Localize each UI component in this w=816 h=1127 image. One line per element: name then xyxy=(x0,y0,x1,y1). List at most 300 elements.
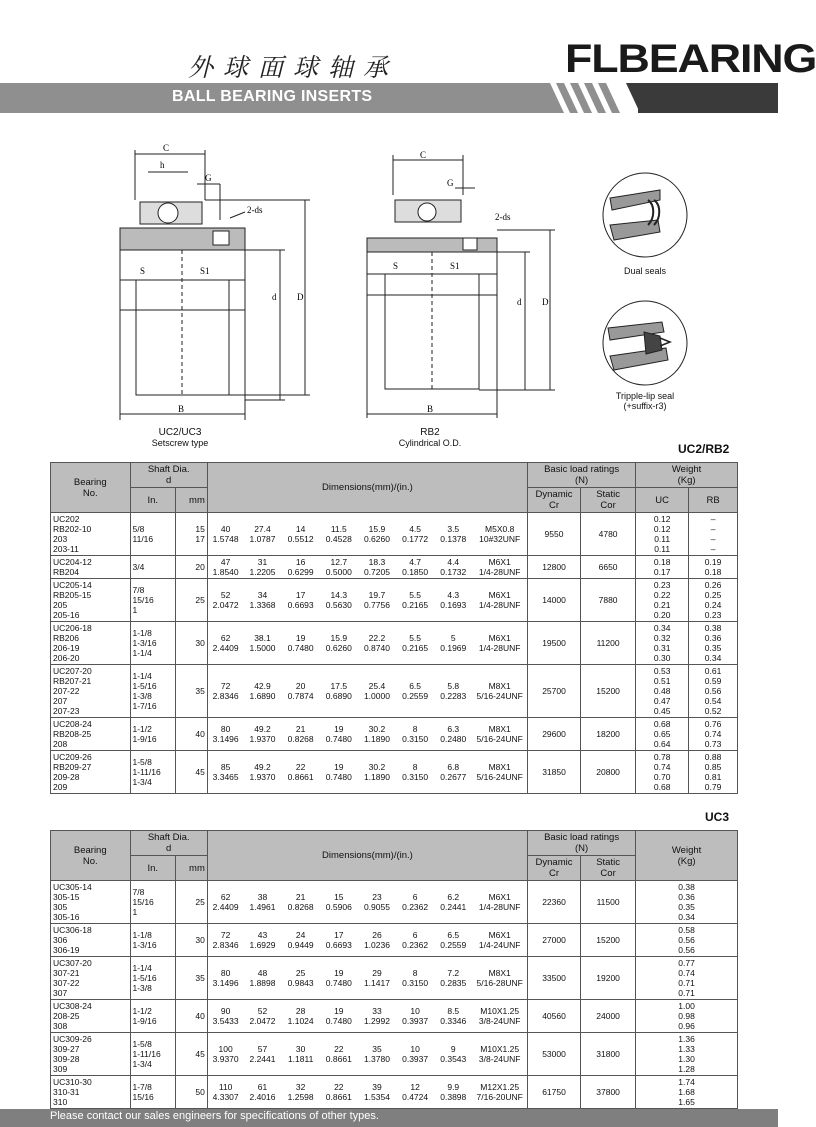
cell-line: 205-16 xyxy=(53,610,80,620)
dimension-mm: 8 xyxy=(412,968,418,978)
dimension-inch: 0.4528 xyxy=(325,534,352,544)
cell-line: 0.34 xyxy=(704,653,722,663)
cell-line: 207-23 xyxy=(53,706,80,716)
dimension-inch: 5/16-28UNF xyxy=(476,978,523,988)
dimension-mm: 30.2 xyxy=(368,762,386,772)
logo-text: FLBEARING xyxy=(565,37,816,81)
cell-line: 5/8 xyxy=(132,524,145,534)
dimension-mm: 62 xyxy=(220,633,231,643)
footer-note: Please contact our sales engineers for specifications of other types. xyxy=(50,1110,379,1122)
dimension-inch: 1.5748 xyxy=(212,534,239,544)
cell-stack xyxy=(178,729,205,739)
dimension-cell xyxy=(320,579,358,622)
dimension-inch: 5/16-24UNF xyxy=(476,734,523,744)
dimension-cell xyxy=(243,957,281,1000)
dimension-cell xyxy=(434,881,472,924)
dimension-inch: 0.2362 xyxy=(402,940,429,950)
dimension-mm: 8 xyxy=(412,724,418,734)
dimension-cell xyxy=(243,1076,281,1109)
dimension-mm: 22.2 xyxy=(368,633,386,643)
dimension-cell xyxy=(282,1000,320,1033)
cell-stack xyxy=(638,1001,735,1031)
dimension-inch: 1/4-28UNF xyxy=(478,600,521,610)
table-row xyxy=(51,1033,738,1076)
dimension-mm: 49.2 xyxy=(254,762,271,772)
cell-stack xyxy=(133,724,174,744)
cell-line: UC305-14 xyxy=(53,882,92,892)
dimension-mm: 39 xyxy=(372,1082,382,1092)
weight-cell xyxy=(636,1000,738,1033)
dimension-mm: 40 xyxy=(220,524,231,534)
dimension-cell xyxy=(472,1076,527,1109)
dimension-pair xyxy=(360,524,394,544)
weight-header: Weight (Kg) xyxy=(636,463,738,488)
dimension-inch: 0.1969 xyxy=(440,643,467,653)
cell-stack xyxy=(638,1077,735,1107)
dimension-cell xyxy=(472,513,527,556)
dimension-mm: 5 xyxy=(450,633,456,643)
dimension-inch: 0.1850 xyxy=(402,567,429,577)
dimension-pair xyxy=(322,590,356,610)
shaft-header: Shaft Dia. d xyxy=(130,463,207,488)
cell-stack xyxy=(638,557,686,577)
dimension-inch: 0.8661 xyxy=(287,772,314,782)
cell-stack xyxy=(178,935,205,945)
dimension-pair xyxy=(436,681,470,701)
dim-label-b: B xyxy=(178,404,185,414)
brand-logo xyxy=(565,38,816,80)
cell-line: 209-28 xyxy=(53,772,80,782)
dimension-cell xyxy=(434,622,472,665)
dimension-pair xyxy=(436,892,470,912)
dimension-cell xyxy=(207,1033,243,1076)
static-cor-cell: 11500 xyxy=(581,881,636,924)
dimension-mm: 29 xyxy=(372,968,382,978)
cell-stack xyxy=(133,1082,174,1102)
cell-line: 0.74 xyxy=(653,762,671,772)
uc-diagram-caption: UC2/UC3 xyxy=(158,427,202,438)
bearing-no-cell xyxy=(51,924,131,957)
dimension-mm: 38.1 xyxy=(254,633,271,643)
dimension-inch: 0.6260 xyxy=(363,534,390,544)
cell-stack xyxy=(133,585,174,615)
dimension-inch: 0.3150 xyxy=(402,978,429,988)
uc-weight-cell xyxy=(636,665,689,718)
cell-line: 1-7/16 xyxy=(132,701,157,711)
dimension-mm: 22 xyxy=(295,762,306,772)
cell-line: 0.98 xyxy=(678,1011,695,1021)
static-cor-cell: 4780 xyxy=(581,513,636,556)
cell-line: 15/16 xyxy=(132,595,154,605)
dimension-inch: 0.6890 xyxy=(325,691,352,701)
table-row xyxy=(51,957,738,1000)
shaft-inch-cell xyxy=(130,957,176,1000)
dimension-inch: 3.9370 xyxy=(212,1054,239,1064)
cell-line: 0.81 xyxy=(704,772,722,782)
dimension-inch: 1.9370 xyxy=(249,772,276,782)
dimension-cell xyxy=(282,957,320,1000)
dimension-pair xyxy=(322,1082,356,1102)
dimension-mm: M10X1.25 xyxy=(480,1006,520,1016)
cell-line: 3/4 xyxy=(132,562,145,572)
triple-lip-caption: Tripple-lip seal xyxy=(615,391,675,401)
dimension-inch: 0.4724 xyxy=(402,1092,429,1102)
dimension-cell xyxy=(243,556,281,579)
cell-line: 0.11 xyxy=(654,544,671,554)
dimension-mm: 4.7 xyxy=(409,557,422,567)
cell-stack xyxy=(178,1087,205,1097)
dimension-mm: 6.5 xyxy=(409,681,422,691)
dimension-cell xyxy=(243,751,281,794)
dimension-mm: 15.9 xyxy=(330,633,348,643)
cell-stack xyxy=(638,925,735,955)
shaft-inch-cell xyxy=(130,579,176,622)
dimension-cell xyxy=(396,751,434,794)
cell-line: 0.19 xyxy=(704,557,722,567)
dimension-pair xyxy=(360,930,394,950)
cell-line: 1-11/16 xyxy=(132,1049,161,1059)
cell-line: 1-3/8 xyxy=(132,983,152,993)
shaft-inch-cell xyxy=(130,1000,176,1033)
dimension-inch: 1.1417 xyxy=(363,978,390,988)
dimension-pair xyxy=(360,590,394,610)
cell-line: 1-1/8 xyxy=(132,628,152,638)
table-row xyxy=(51,924,738,957)
dimension-mm: 19 xyxy=(295,633,306,643)
dimension-pair xyxy=(398,968,432,988)
dimension-mm: 23 xyxy=(372,892,382,902)
cell-line: 20 xyxy=(195,562,205,572)
dimensions-header: Dimensions(mm)/(in.) xyxy=(207,463,527,513)
cell-line: 1-5/8 xyxy=(132,1039,152,1049)
dim-label-c: C xyxy=(163,143,170,153)
dimension-cell xyxy=(207,1000,243,1033)
cell-line: 0.51 xyxy=(653,676,671,686)
dimension-inch: 0.3346 xyxy=(440,1016,467,1026)
dimension-inch: 0.5906 xyxy=(325,902,352,912)
dimension-cell xyxy=(472,718,527,751)
cell-stack xyxy=(178,595,205,605)
cell-stack xyxy=(178,1049,205,1059)
dimension-inch: 1/4-28UNF xyxy=(478,643,521,653)
chinese-title: 外球面球轴承 xyxy=(188,53,399,82)
dimension-mm: 10 xyxy=(410,1006,420,1016)
bearing-no-cell xyxy=(51,665,131,718)
dimension-cell xyxy=(472,1000,527,1033)
dimension-inch: 1.4961 xyxy=(249,902,276,912)
dimension-cell xyxy=(358,622,396,665)
dimension-pair xyxy=(284,724,318,744)
dimension-pair xyxy=(474,762,525,782)
dimension-inch: 0.8740 xyxy=(363,643,390,653)
cell-stack xyxy=(638,514,686,554)
dimension-pair xyxy=(322,762,356,782)
table-row xyxy=(51,718,738,751)
cell-line: RB204 xyxy=(53,567,79,577)
dimension-cell xyxy=(396,957,434,1000)
cell-line: 0.25 xyxy=(704,590,722,600)
dimension-pair xyxy=(398,1006,432,1026)
dimension-cell xyxy=(207,924,243,957)
dimension-inch: 0.7480 xyxy=(325,1016,352,1026)
dimension-pair xyxy=(474,524,525,544)
cell-line: 0.34 xyxy=(678,912,695,922)
dimension-pair xyxy=(398,590,432,610)
dimension-pair xyxy=(436,1006,470,1026)
weight-cell xyxy=(636,1076,738,1109)
dimension-cell xyxy=(320,751,358,794)
uc-weight-cell xyxy=(636,622,689,665)
dimension-mm: 8.5 xyxy=(447,1006,460,1016)
cell-line: 0.68 xyxy=(653,782,671,792)
dimension-mm: 57 xyxy=(257,1044,268,1054)
cell-stack xyxy=(691,719,735,749)
cell-stack xyxy=(178,973,205,983)
dimension-mm: 30.2 xyxy=(368,724,386,734)
cell-line: RB205-15 xyxy=(53,590,92,600)
dimension-mm: 6 xyxy=(412,892,418,902)
dimension-inch: 0.5000 xyxy=(325,567,352,577)
uc3-load-ratings-header: Basic load ratings (N) xyxy=(528,831,636,856)
dimension-mm: M8X1 xyxy=(488,762,511,772)
dimension-cell xyxy=(282,513,320,556)
dimension-cell xyxy=(282,622,320,665)
shaft-inch-cell xyxy=(130,556,176,579)
cell-stack xyxy=(638,958,735,998)
dimension-mm: 3.5 xyxy=(447,524,460,534)
cell-line: 0.24 xyxy=(704,600,722,610)
shaft-mm-cell xyxy=(176,751,208,794)
dimension-pair xyxy=(284,968,318,988)
static-cor-cell: 7880 xyxy=(581,579,636,622)
dimension-mm: 32 xyxy=(295,1082,306,1092)
cell-line: 1-1/4 xyxy=(132,648,152,658)
shaft-mm-cell xyxy=(176,1076,208,1109)
dimension-mm: 110 xyxy=(218,1082,233,1092)
cell-line: 308 xyxy=(53,1021,68,1031)
cell-line: 7/8 xyxy=(132,585,145,595)
dimension-mm: M8X1 xyxy=(488,724,511,734)
dynamic-cr-cell: 19500 xyxy=(528,622,581,665)
cell-line: 11/16 xyxy=(132,534,154,544)
shaft-inch-cell xyxy=(130,751,176,794)
cell-line: 1-3/4 xyxy=(132,1059,152,1069)
cell-line: 0.74 xyxy=(704,729,722,739)
cell-line: UC206-18 xyxy=(53,623,92,633)
uc-weight-cell xyxy=(636,579,689,622)
dimension-inch: 1.2992 xyxy=(363,1016,390,1026)
dim-label-D: D xyxy=(297,292,304,302)
cell-line: 45 xyxy=(195,1049,205,1059)
dimension-inch: 1.6929 xyxy=(249,940,276,950)
cell-line: 1-5/16 xyxy=(132,681,157,691)
dimension-inch: 3/8-24UNF xyxy=(478,1016,521,1026)
dimension-cell xyxy=(396,579,434,622)
cell-line: 1-3/8 xyxy=(132,691,152,701)
bearing-no-cell xyxy=(51,718,131,751)
dynamic-header: Dynamic Cr xyxy=(528,488,581,513)
cell-line: – xyxy=(710,524,716,534)
cell-line: 0.26 xyxy=(704,580,722,590)
cell-line: 206-19 xyxy=(53,643,80,653)
uc-diagram-subcaption: Setscrew type xyxy=(151,438,209,448)
dimension-mm: 9 xyxy=(450,1044,456,1054)
dimension-cell xyxy=(320,881,358,924)
cell-line: 207-22 xyxy=(53,686,80,696)
cell-stack xyxy=(133,930,174,950)
cell-stack xyxy=(133,1006,174,1026)
dimension-cell xyxy=(472,924,527,957)
dimension-inch: 1.3368 xyxy=(249,600,276,610)
dimension-pair xyxy=(474,930,525,950)
dimension-mm: 17 xyxy=(334,930,344,940)
shaft-inch-cell xyxy=(130,665,176,718)
dimension-pair xyxy=(284,681,318,701)
cell-line: 310 xyxy=(53,1097,68,1107)
dimension-pair xyxy=(284,590,318,610)
rb-dim-label-g: G xyxy=(447,178,454,188)
uc2-rb2-table xyxy=(50,462,738,794)
dimension-pair xyxy=(245,1006,279,1026)
dimension-inch: 1.9370 xyxy=(249,734,276,744)
dimension-mm: 85 xyxy=(220,762,231,772)
dynamic-cr-cell: 9550 xyxy=(528,513,581,556)
uc-weight-cell xyxy=(636,513,689,556)
dimension-cell xyxy=(320,665,358,718)
dimension-pair xyxy=(474,1044,525,1064)
dimension-cell xyxy=(358,957,396,1000)
cell-line: UC205-14 xyxy=(53,580,92,590)
dimension-inch: 0.3898 xyxy=(440,1092,467,1102)
dim-label-s: S xyxy=(140,266,146,276)
cell-stack xyxy=(133,671,174,711)
cell-line: 0.56 xyxy=(704,686,722,696)
banner-stripes xyxy=(538,83,778,113)
dimension-mm: M5X0.8 xyxy=(485,524,515,534)
dynamic-cr-cell: 29600 xyxy=(528,718,581,751)
dimension-pair xyxy=(322,633,356,653)
dimension-pair xyxy=(284,930,318,950)
cell-line: 0.18 xyxy=(704,567,722,577)
dimension-cell xyxy=(396,1033,434,1076)
dimension-mm: 90 xyxy=(220,1006,231,1016)
dual-seal-detail xyxy=(600,170,690,260)
dimension-inch: 0.2559 xyxy=(440,940,467,950)
cell-line: 0.12 xyxy=(653,514,671,524)
dimension-pair xyxy=(398,524,432,544)
mm-header: mm xyxy=(176,488,208,513)
dimension-mm: 80 xyxy=(220,724,231,734)
cell-line: – xyxy=(710,544,716,554)
dimension-cell xyxy=(396,881,434,924)
dimension-inch: 2.8346 xyxy=(212,691,239,701)
dimension-pair xyxy=(398,892,432,912)
dimension-pair xyxy=(436,930,470,950)
triple-lip-subcaption: (+suffix-r3) xyxy=(623,401,667,411)
cell-line: 1 xyxy=(132,605,138,615)
dimension-mm: M10X1.25 xyxy=(480,1044,520,1054)
dimension-cell xyxy=(472,1033,527,1076)
dimension-inch: 3.3465 xyxy=(212,772,239,782)
cell-stack xyxy=(691,623,735,663)
dimension-pair xyxy=(436,1082,470,1102)
shaft-mm-cell xyxy=(176,556,208,579)
cell-line: 307 xyxy=(53,988,68,998)
cell-line: 1-3/4 xyxy=(132,777,152,787)
dimension-pair xyxy=(210,524,242,544)
cell-line: 1.68 xyxy=(678,1087,695,1097)
uc3-bearing-header: Bearing No. xyxy=(51,831,131,881)
cell-line: 305 xyxy=(53,902,68,912)
dimension-inch: 2.4409 xyxy=(212,902,239,912)
dimension-pair xyxy=(322,1044,356,1064)
cell-line: 309-28 xyxy=(53,1054,80,1064)
dimension-cell xyxy=(282,1033,320,1076)
dimension-inch: 0.3543 xyxy=(440,1054,467,1064)
dimension-mm: 11.5 xyxy=(330,524,347,534)
dimension-cell xyxy=(358,665,396,718)
uc3-shaft-header: Shaft Dia. d xyxy=(130,831,207,856)
uc3-table xyxy=(50,830,738,1109)
uc-weight-cell xyxy=(636,718,689,751)
dimension-inch: 0.2165 xyxy=(402,600,429,610)
cell-line: 0.48 xyxy=(653,686,671,696)
dimension-inch: 1.0787 xyxy=(249,534,276,544)
static-cor-cell: 20800 xyxy=(581,751,636,794)
dimension-inch: 0.7480 xyxy=(325,978,352,988)
cell-line: 1-1/2 xyxy=(132,724,152,734)
cell-line: 0.53 xyxy=(653,666,671,676)
cell-line: 1.30 xyxy=(678,1054,695,1064)
cell-stack xyxy=(178,686,205,696)
rb-diagram-caption: RB2 xyxy=(420,427,440,438)
static-cor-cell: 11200 xyxy=(581,622,636,665)
dimension-pair xyxy=(398,724,432,744)
dimension-pair xyxy=(474,724,525,744)
dimension-pair xyxy=(474,590,525,610)
rb-dim-label-b: B xyxy=(427,404,434,414)
bearing-no-cell xyxy=(51,622,131,665)
cell-line: 0.59 xyxy=(704,676,722,686)
dimension-mm: 6 xyxy=(412,930,418,940)
cell-line: UC307-20 xyxy=(53,958,92,968)
cell-stack xyxy=(53,580,128,620)
shaft-mm-cell xyxy=(176,1000,208,1033)
cell-line: 15/16 xyxy=(132,1092,154,1102)
static-cor-cell: 18200 xyxy=(581,718,636,751)
dimension-mm: 42.9 xyxy=(254,681,271,691)
dimension-mm: 4.5 xyxy=(409,524,422,534)
dimension-mm: 4.3 xyxy=(447,590,460,600)
cell-line: 1-1/8 xyxy=(132,930,152,940)
dimension-inch: 1.1890 xyxy=(363,734,390,744)
dimension-inch: 1.6890 xyxy=(249,691,276,701)
cell-line: 0.38 xyxy=(678,882,695,892)
cell-line: UC209-26 xyxy=(53,752,92,762)
cell-stack xyxy=(133,963,174,993)
dimension-cell xyxy=(243,665,281,718)
dimension-inch: 2.4016 xyxy=(249,1092,276,1102)
dimension-inch: 0.2480 xyxy=(440,734,467,744)
dimension-cell xyxy=(282,665,320,718)
dimension-cell xyxy=(472,579,527,622)
dimension-inch: 0.2835 xyxy=(440,978,467,988)
cell-stack xyxy=(178,638,205,648)
cell-stack xyxy=(638,1034,735,1074)
dimension-pair xyxy=(284,557,318,577)
cell-stack xyxy=(133,562,174,572)
cell-line: 1-9/16 xyxy=(132,734,157,744)
